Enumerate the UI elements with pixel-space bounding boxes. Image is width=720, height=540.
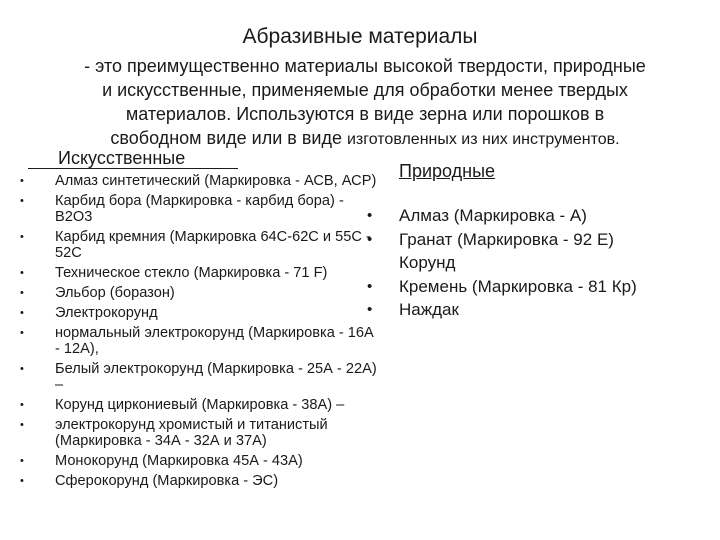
list-item: • Эльбор (боразон) bbox=[20, 285, 380, 301]
intro-line-part: свободном виде или в виде bbox=[110, 128, 347, 148]
list-item: • Белый электрокорунд (Маркировка - 25А - 22А) – bbox=[20, 361, 380, 393]
intro-line: материалов. Используются в виде зерна или порошков в bbox=[125, 104, 605, 124]
artificial-list bbox=[20, 173, 380, 493]
intro-line: и искусственные, применяемые для обработки менее твердых bbox=[102, 80, 628, 100]
list-item: • Монокорунд (Маркировка 45А - 43А) bbox=[20, 453, 380, 469]
artificial-heading: Искусственные bbox=[28, 148, 238, 169]
list-item: • Алмаз (Маркировка - А) bbox=[364, 204, 704, 228]
list-item: • электрокорунд хромистый и титанистый (Маркировка - 34А - 32А и 37А) bbox=[20, 417, 380, 449]
list-item: • Кремень (Маркировка - 81 Кр) bbox=[364, 275, 704, 299]
natural-heading: Природные bbox=[399, 161, 496, 181]
list-item: • Карбид бора (Маркировка - карбид бора) - В2О3 bbox=[20, 193, 380, 225]
intro-line: - это преимущественно материалы высокой твердости, природные bbox=[84, 56, 646, 76]
natural-list bbox=[364, 204, 704, 322]
list-item: • Карбид кремния (Маркировка 64С-62С и 55С - 52С bbox=[20, 229, 380, 261]
intro-paragraph bbox=[30, 54, 700, 152]
list-item: Корунд bbox=[399, 253, 456, 272]
list-item: • Гранат (Маркировка - 92 Е) bbox=[364, 228, 704, 252]
list-item: • Наждак bbox=[364, 298, 704, 322]
intro-line-part-small: изготовленных из них инструментов. bbox=[346, 131, 620, 148]
list-item: • Корунд циркониевый (Маркировка - 38А) – bbox=[20, 397, 380, 413]
slide-title: Абразивные материалы bbox=[242, 25, 478, 48]
list-item: • Техническое стекло (Маркировка - 71 F) bbox=[20, 265, 380, 281]
list-item: • Сферокорунд (Маркировка - ЭС) bbox=[20, 473, 380, 489]
list-item: • Алмаз синтетический (Маркировка - АСВ, АСР) bbox=[20, 173, 380, 189]
list-item: • Электрокорунд bbox=[20, 305, 380, 321]
list-item: • нормальный электрокорунд (Маркировка - 16А - 12А), bbox=[20, 325, 380, 357]
